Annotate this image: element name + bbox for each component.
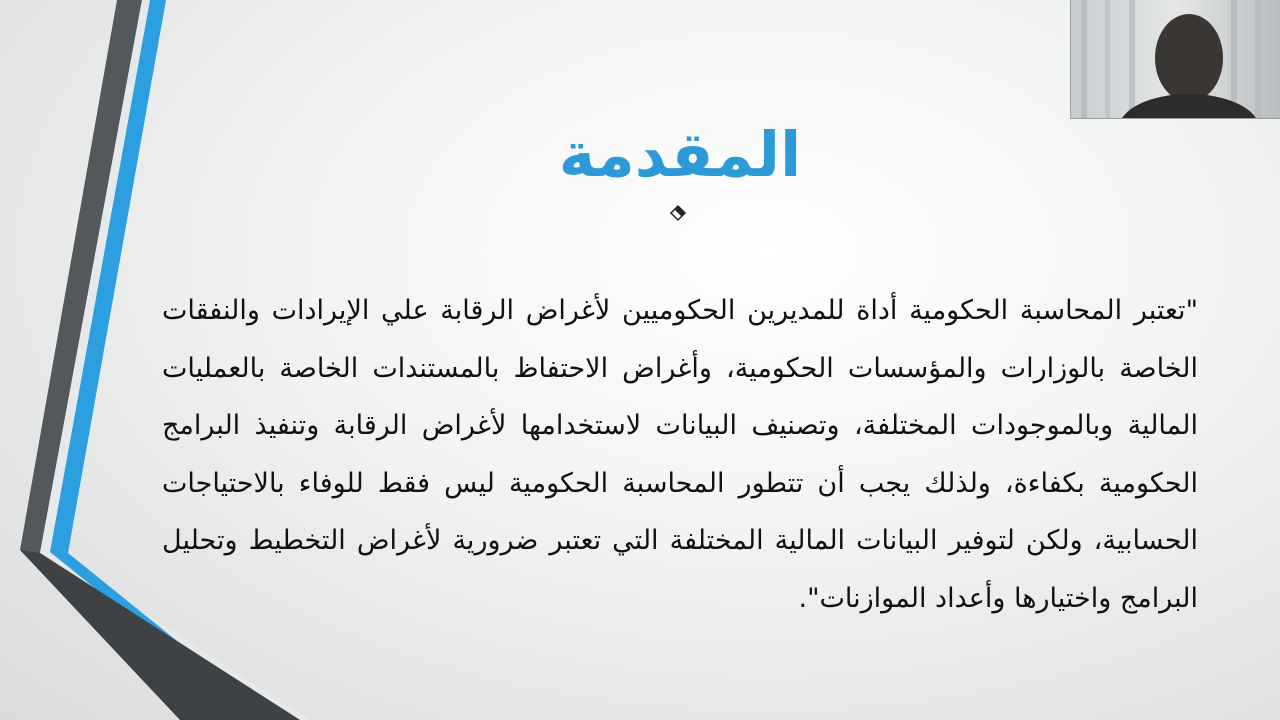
person-head [1155, 14, 1223, 102]
slide-paragraph: "تعتبر المحاسبة الحكومية أداة للمديرين الحكوميين لأغراض الرقابة علي الإيرادات والنفقات الخاصة بالوزارات والمؤسسات الحكومية، وأغراض الاحتفاظ بالمستندات الخاصة بالعمليات المالية وبالموجودات المختلفة، وتصنيف البيانات لاستخدامها لأغراض الرقابة وتنفيذ البرامج الحكومية بكفاءة، ولذلك يجب أن تتطور المحاسبة الحكومية ليس فقط للوفاء بالاحتياجات الحسابية، ولكن لتوفير البيانات المالية المختلفة التي تعتبر ضرورية لأغراض التخطيط وتحليل البرامج واختيارها وأعداد الموازنات". [162, 295, 1198, 614]
eraser-pointer-icon [669, 204, 687, 222]
slide-title: المقدمة [558, 118, 802, 191]
webcam-video [1070, 0, 1280, 119]
webcam-feed [1071, 0, 1280, 118]
